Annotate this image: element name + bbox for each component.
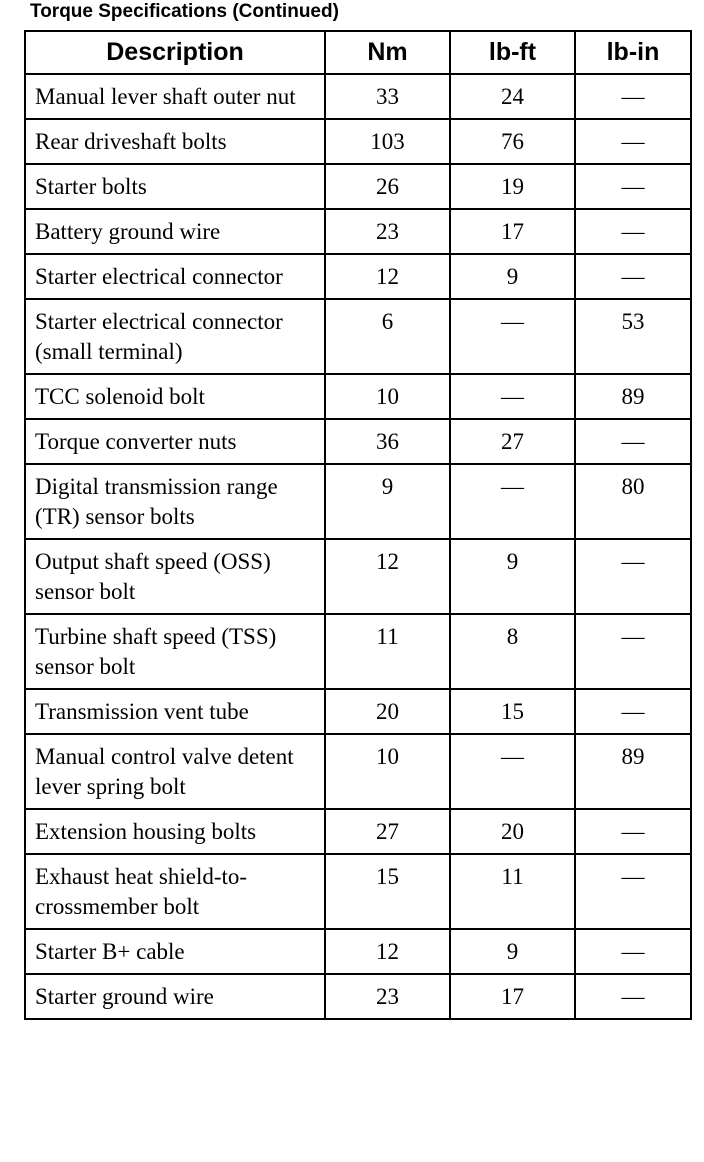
description-cell: Exhaust heat shield-to-crossmember bolt	[25, 854, 325, 929]
nm-cell: 11	[325, 614, 450, 689]
description-cell: TCC solenoid bolt	[25, 374, 325, 419]
lb-ft-cell: —	[450, 374, 575, 419]
column-header-nm: Nm	[325, 31, 450, 74]
nm-cell: 6	[325, 299, 450, 374]
lb-ft-cell: 17	[450, 974, 575, 1019]
description-cell: Manual control valve detent lever spring bolt	[25, 734, 325, 809]
table-row	[25, 419, 691, 464]
lb-ft-cell: 17	[450, 209, 575, 254]
description-cell: Extension housing bolts	[25, 809, 325, 854]
lb-in-cell: 53	[575, 299, 691, 374]
nm-cell: 12	[325, 539, 450, 614]
lb-ft-cell: 11	[450, 854, 575, 929]
lb-ft-cell: 27	[450, 419, 575, 464]
description-cell: Manual lever shaft outer nut	[25, 74, 325, 119]
nm-cell: 15	[325, 854, 450, 929]
description-cell: Output shaft speed (OSS) sensor bolt	[25, 539, 325, 614]
lb-ft-cell: 15	[450, 689, 575, 734]
lb-in-cell: —	[575, 974, 691, 1019]
table-row	[25, 614, 691, 689]
table-row	[25, 254, 691, 299]
table-row	[25, 854, 691, 929]
lb-in-cell: —	[575, 74, 691, 119]
lb-in-cell: 80	[575, 464, 691, 539]
table-row	[25, 74, 691, 119]
table-row	[25, 299, 691, 374]
lb-ft-cell: —	[450, 299, 575, 374]
nm-cell: 33	[325, 74, 450, 119]
nm-cell: 20	[325, 689, 450, 734]
lb-ft-cell: —	[450, 734, 575, 809]
lb-ft-cell: 9	[450, 254, 575, 299]
lb-in-cell: 89	[575, 374, 691, 419]
lb-ft-cell: 8	[450, 614, 575, 689]
lb-ft-cell: 9	[450, 929, 575, 974]
lb-ft-cell: 20	[450, 809, 575, 854]
torque-spec-table	[24, 30, 692, 1020]
description-cell: Starter ground wire	[25, 974, 325, 1019]
table-caption: Torque Specifications (Continued)	[30, 1, 339, 22]
table-row	[25, 689, 691, 734]
lb-in-cell: —	[575, 809, 691, 854]
nm-cell: 12	[325, 254, 450, 299]
column-header-lb-in: lb-in	[575, 31, 691, 74]
nm-cell: 23	[325, 974, 450, 1019]
lb-in-cell: —	[575, 254, 691, 299]
nm-cell: 10	[325, 374, 450, 419]
nm-cell: 103	[325, 119, 450, 164]
table-row	[25, 929, 691, 974]
table-body	[25, 74, 691, 1019]
column-header-lb-ft: lb-ft	[450, 31, 575, 74]
column-header-description: Description	[25, 31, 325, 74]
header-row	[25, 31, 691, 74]
nm-cell: 36	[325, 419, 450, 464]
description-cell: Starter bolts	[25, 164, 325, 209]
lb-ft-cell: —	[450, 464, 575, 539]
description-cell: Turbine shaft speed (TSS) sensor bolt	[25, 614, 325, 689]
lb-in-cell: 89	[575, 734, 691, 809]
lb-ft-cell: 24	[450, 74, 575, 119]
lb-ft-cell: 9	[450, 539, 575, 614]
lb-in-cell: —	[575, 164, 691, 209]
table-row	[25, 974, 691, 1019]
table-row	[25, 809, 691, 854]
table-row	[25, 209, 691, 254]
lb-in-cell: —	[575, 854, 691, 929]
table-row	[25, 164, 691, 209]
table-row	[25, 734, 691, 809]
lb-in-cell: —	[575, 419, 691, 464]
nm-cell: 9	[325, 464, 450, 539]
nm-cell: 23	[325, 209, 450, 254]
lb-in-cell: —	[575, 539, 691, 614]
description-cell: Battery ground wire	[25, 209, 325, 254]
nm-cell: 12	[325, 929, 450, 974]
description-cell: Digital transmission range (TR) sensor bolts	[25, 464, 325, 539]
lb-ft-cell: 19	[450, 164, 575, 209]
nm-cell: 27	[325, 809, 450, 854]
description-cell: Starter B+ cable	[25, 929, 325, 974]
lb-ft-cell: 76	[450, 119, 575, 164]
table-row	[25, 119, 691, 164]
description-cell: Transmission vent tube	[25, 689, 325, 734]
lb-in-cell: —	[575, 929, 691, 974]
table-row	[25, 374, 691, 419]
table-row	[25, 539, 691, 614]
description-cell: Starter electrical connector	[25, 254, 325, 299]
table-row	[25, 464, 691, 539]
description-cell: Rear driveshaft bolts	[25, 119, 325, 164]
nm-cell: 10	[325, 734, 450, 809]
lb-in-cell: —	[575, 209, 691, 254]
description-cell: Starter electrical connector (small terminal)	[25, 299, 325, 374]
description-cell: Torque converter nuts	[25, 419, 325, 464]
nm-cell: 26	[325, 164, 450, 209]
lb-in-cell: —	[575, 689, 691, 734]
lb-in-cell: —	[575, 119, 691, 164]
lb-in-cell: —	[575, 614, 691, 689]
